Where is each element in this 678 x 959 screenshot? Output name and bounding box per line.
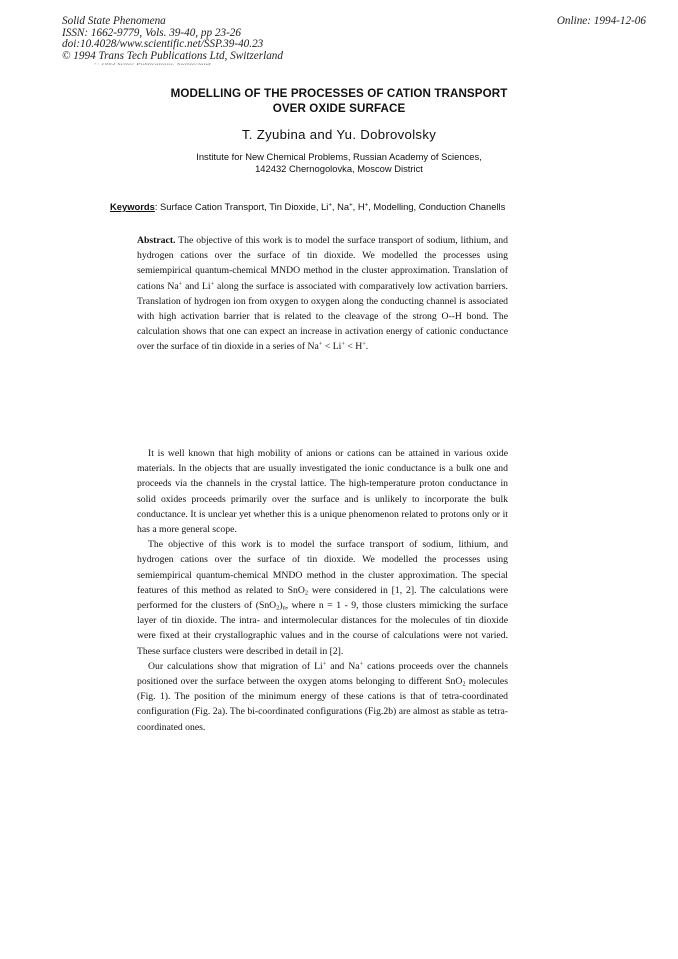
citation-header — [62, 16, 283, 62]
abstract-label: Abstract. — [137, 235, 176, 246]
keywords-text: , Na — [331, 201, 350, 212]
subscript: 2 — [276, 604, 280, 612]
superscript: + — [178, 280, 183, 288]
keywords-label: Keywords — [110, 201, 155, 212]
superscript: + — [362, 340, 366, 348]
superscript: + — [328, 201, 332, 209]
online-date: Online: 1994-12-06 — [556, 15, 646, 27]
abstract-text: < H — [344, 341, 363, 353]
abstract-text: along the surface is associated with comparatively low activation barriers. Translation of hydrogen ion from oxygen to oxygen along the conducting channel is associated with high activation barrier that is related to the cleavage of the strong O--H bond. The calculation shows that one can expect an increase in activation energy of cationic conductance over the surface of tin dioxide in a series of Na — [137, 280, 508, 353]
superscript: + — [322, 660, 327, 668]
superscript: + — [318, 340, 323, 348]
paragraph-objective — [137, 537, 508, 659]
paragraph-text: molecules (Fig. 1). The position of the minimum energy of these cations is that of tetra-coordinated configuration (Fig. 2a). The bi-coordinated configurations (Fig.2b) are almost as stable as tetra-coordinated ones. — [137, 676, 509, 733]
abstract-text: and Li — [182, 280, 211, 292]
doi-line: doi:10.4028/www.scientific.net/SSP.39-40.23 — [62, 38, 264, 51]
affiliation-line-1: Institute for New Chemical Problems, Russian Academy of Sciences, — [196, 151, 482, 162]
affiliation — [0, 151, 678, 174]
keywords-text: , Modelling, Conduction Chanells — [368, 201, 506, 212]
paragraph-text: cations proceeds over the channels positioned over the surface between the oxygen atoms belonging to different SnO — [137, 660, 508, 688]
superscript: + — [341, 340, 345, 348]
superscript: + — [349, 201, 353, 209]
subscript: 2 — [462, 680, 466, 688]
title-line-2: OVER OXIDE SURFACE — [272, 102, 406, 115]
abstract — [137, 233, 508, 355]
paragraph-results — [137, 659, 508, 735]
paragraph-text: were considered in [1, 2]. The calculations were performed for the clusters of (SnO — [137, 584, 508, 612]
subscript: 2 — [304, 589, 308, 597]
authors: T. Zyubina and Yu. Dobrovolsky — [241, 127, 437, 142]
abstract-paragraph — [137, 233, 508, 355]
abstract-text: . — [365, 341, 369, 353]
superscript: + — [359, 660, 364, 668]
abstract-text: < Li — [322, 341, 342, 353]
paragraph-text: The objective of this work is to model the surface transport of sodium, lithium, and hydrogen cations over the surface of tin dioxide. We modelled the processes using semiempirical quantum-chemical MNDO method in the cluster approximation. The special features of this method as related to SnO — [137, 539, 508, 596]
affiliation-line-2: 142432 Chernogolovka, Moscow District — [255, 162, 423, 174]
keywords — [110, 201, 540, 213]
title-line-1: MODELLING OF THE PROCESSES OF CATION TRANSPORT — [170, 87, 508, 100]
keywords-text: : Surface Cation Transport, Tin Dioxide, Li — [154, 201, 329, 212]
superscript: + — [210, 280, 215, 288]
abstract-text: The objective of this work is to model the surface transport of sodium, lithium, and hydrogen cations over the surface of tin dioxide. We modelled the processes using semiempirical quantum-chemical MNDO method in the cluster approximation. Translation of cations Na — [137, 235, 508, 292]
copyright-line: © 1994 Trans Tech Publications Ltd, Switzerland — [62, 49, 283, 62]
body-text — [137, 446, 508, 735]
subscript: n — [282, 604, 286, 612]
superscript: + — [364, 201, 369, 209]
paragraph-text: ) — [279, 600, 283, 612]
paragraph-text: and Na — [326, 660, 360, 672]
paper-title — [0, 86, 678, 116]
issn-line: ISSN: 1662-9779, Vols. 39-40, pp 23-26 — [62, 26, 241, 39]
paragraph-text: Our calculations show that migration of Li — [148, 660, 323, 672]
overlapping-old-copyright: © 1994 Scitec Publications, Switzerland — [94, 62, 211, 66]
keywords-text: , H — [352, 201, 365, 212]
paragraph-intro: It is well known that high mobility of anions or cations can be attained in various oxide materials. In the objects that are usually investigated the ionic conductance is a bulk one and proceeds via the channels in the crystal lattice. The high-temperature proton conductance in solid oxides proceeds primarily over the surface and is unlikely to incorporate the bulk conductance. It is unclear yet whether this is a unique phenomenon related to protons only or it has a more general scope. — [137, 448, 508, 536]
journal-name: Solid State Phenomena — [62, 15, 166, 27]
paragraph-text: , where n = 1 - 9, those clusters mimicking the surface layer of tin dioxide. The intra- and intermolecular distances for the molecules of tin dioxide were fixed at their crystallographic values and in the course of calculations were not varied. These surface clusters were described in detail in [2]. — [137, 600, 508, 657]
